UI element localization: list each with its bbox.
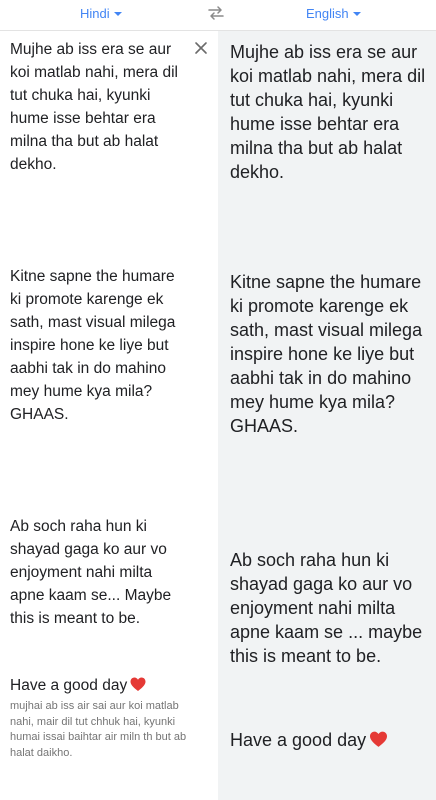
source-paragraph-last[interactable] bbox=[10, 674, 190, 697]
source-paragraph[interactable]: Kitne sapne the humare ki promote karenge ek sath, mast visual milega inspire hone ke liye but aabhi tak in do mahino mey hume kya mila? GHAAS. bbox=[10, 268, 176, 423]
translation-paragraph: Mujhe ab iss era se aur koi matlab nahi, mera dil tut chuka hai, kyunki hume isse behtar era milna tha but ab halat dekho. bbox=[230, 42, 426, 182]
translation-paragraph: Ab soch raha hun ki shayad gaga ko aur vo enjoyment nahi milta apne kaam se ... maybe this is meant to be. bbox=[230, 550, 423, 666]
close-icon[interactable] bbox=[194, 41, 208, 55]
source-closing-text: Have a good day bbox=[10, 677, 128, 694]
caret-down-icon bbox=[353, 12, 361, 16]
source-paragraph[interactable]: Mujhe ab iss era se aur koi matlab nahi, mera dil tut chuka hai, kyunki hume isse behtar era milna tha but ab halat dekho. bbox=[10, 41, 178, 173]
translation-closing-text: Have a good day bbox=[230, 730, 367, 750]
source-language-selector[interactable] bbox=[80, 6, 122, 21]
target-language-label: English bbox=[306, 6, 349, 21]
red-heart-icon bbox=[369, 731, 388, 748]
caret-down-icon bbox=[114, 12, 122, 16]
source-paragraph[interactable]: Ab soch raha hun ki shayad gaga ko aur vo enjoyment nahi milta apne kaam se... Maybe this is meant to be. bbox=[10, 518, 172, 627]
red-heart-icon bbox=[130, 677, 146, 692]
language-bar bbox=[0, 0, 436, 31]
transliteration-text: mujhai ab iss air sai aur koi matlab nahi, mair dil tut chhuk hai, kyunki humai issai baihtar air miln th but ab halat daikho. bbox=[10, 700, 187, 759]
source-language-label: Hindi bbox=[80, 6, 110, 21]
target-language-selector[interactable] bbox=[306, 6, 361, 21]
translation-paragraph-last bbox=[230, 728, 428, 752]
translation-paragraph: Kitne sapne the humare ki promote karenge ek sath, mast visual milega inspire hone ke liye but aabhi tak in do mahino mey hume kya mila? GHAAS. bbox=[230, 272, 423, 436]
swap-arrows-icon[interactable] bbox=[206, 4, 226, 22]
